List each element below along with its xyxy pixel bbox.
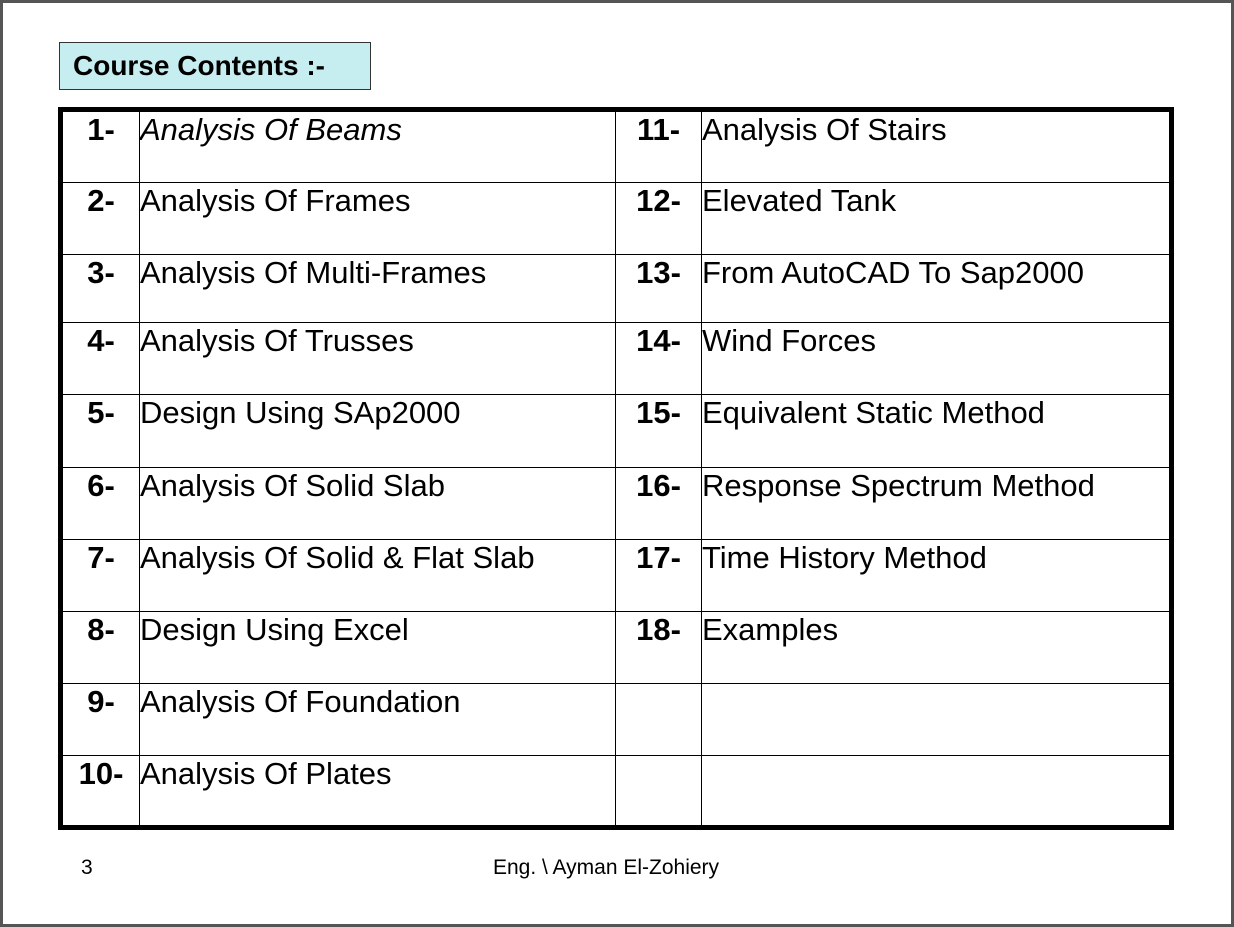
footer-author: Eng. \ Ayman El-Zohiery <box>493 856 720 879</box>
item-number: 8- <box>61 612 140 684</box>
course-contents-table <box>58 107 1174 830</box>
item-title: Wind Forces <box>702 323 1172 395</box>
item-title: Analysis Of Frames <box>140 183 616 255</box>
item-title: Analysis Of Solid & Flat Slab <box>140 540 616 612</box>
item-number: 2- <box>61 183 140 255</box>
item-number <box>616 756 702 828</box>
table-row <box>61 612 1172 684</box>
item-title: Analysis Of Foundation <box>140 684 616 756</box>
item-number: 14- <box>616 323 702 395</box>
item-title: Analysis Of Multi-Frames <box>140 255 616 323</box>
item-number: 6- <box>61 468 140 540</box>
item-number: 15- <box>616 395 702 468</box>
item-title: Time History Method <box>702 540 1172 612</box>
item-number: 17- <box>616 540 702 612</box>
item-number: 4- <box>61 323 140 395</box>
item-number: 3- <box>61 255 140 323</box>
item-title <box>702 684 1172 756</box>
item-number: 12- <box>616 183 702 255</box>
item-title <box>702 756 1172 828</box>
item-title: Examples <box>702 612 1172 684</box>
item-number: 5- <box>61 395 140 468</box>
item-number: 13- <box>616 255 702 323</box>
item-title: Analysis Of Trusses <box>140 323 616 395</box>
table-row <box>61 756 1172 828</box>
item-title: Analysis Of Solid Slab <box>140 468 616 540</box>
item-title: Equivalent Static Method <box>702 395 1172 468</box>
table-row <box>61 395 1172 468</box>
table-row <box>61 183 1172 255</box>
table-row <box>61 110 1172 183</box>
table-row <box>61 540 1172 612</box>
item-title: Elevated Tank <box>702 183 1172 255</box>
item-number: 10- <box>61 756 140 828</box>
item-number: 18- <box>616 612 702 684</box>
item-number <box>616 684 702 756</box>
item-number: 11- <box>616 110 702 183</box>
item-number: 1- <box>61 110 140 183</box>
item-title: Analysis Of Stairs <box>702 110 1172 183</box>
page-number: 3 <box>81 856 93 879</box>
item-title: Analysis Of Plates <box>140 756 616 828</box>
table-row <box>61 684 1172 756</box>
item-title: Design Using Excel <box>140 612 616 684</box>
item-number: 16- <box>616 468 702 540</box>
table-row <box>61 468 1172 540</box>
item-title: Design Using SAp2000 <box>140 395 616 468</box>
item-title: Response Spectrum Method <box>702 468 1172 540</box>
table-row <box>61 255 1172 323</box>
table-row <box>61 323 1172 395</box>
item-title: From AutoCAD To Sap2000 <box>702 255 1172 323</box>
item-number: 7- <box>61 540 140 612</box>
page-title: Course Contents :- <box>59 42 371 90</box>
item-title: Analysis Of Beams <box>140 110 616 183</box>
item-number: 9- <box>61 684 140 756</box>
